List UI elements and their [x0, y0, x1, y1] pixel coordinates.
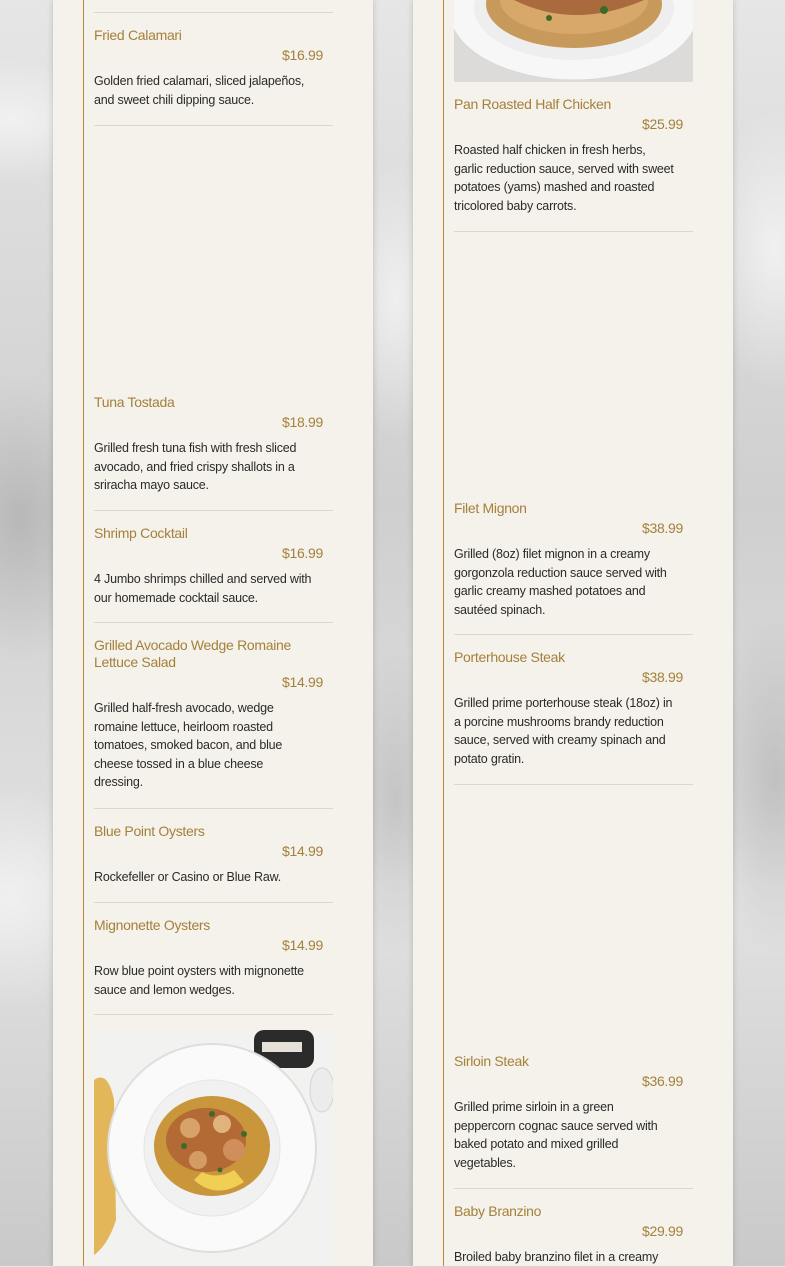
item-price: $36.99: [641, 1073, 683, 1089]
item-description: Golden fried calamari, sliced jalapeños, and sweet chili dipping sauce.: [94, 74, 305, 107]
item-description: Grilled prime sirloin in a green peppercorn cognac sauce served with baked potato and mixed grilled vegetables.: [454, 1100, 658, 1170]
item-description: Grilled (8oz) filet mignon in a creamy gorgonzola reduction sauce served with garlic creamy mashed potatoes and sautéed spinach.: [454, 547, 667, 617]
item-name: Fried Calamari: [94, 27, 182, 43]
menu-item-baby-branzino[interactable]: [454, 1203, 693, 1267]
item-divider: [454, 634, 693, 635]
item-name: Tuna Tostada: [94, 394, 175, 410]
dish-photo: [94, 1030, 333, 1266]
item-name: Baby Branzino: [454, 1203, 542, 1219]
item-divider: [94, 12, 333, 13]
item-price: $14.99: [281, 937, 323, 953]
dish-photo: [454, 0, 693, 82]
dish-photo-illustration: [94, 1030, 333, 1266]
item-divider: [454, 231, 693, 232]
item-price: $16.99: [281, 545, 323, 561]
item-description: Grilled fresh tuna fish with fresh sliced avocado, and fried crispy shallots in a sriracha mayo sauce.: [94, 441, 297, 493]
dish-photo-illustration: [454, 0, 693, 82]
item-name: Pan Roasted Half Chicken: [454, 96, 611, 112]
item-description: Rockefeller or Casino or Blue Raw.: [94, 870, 282, 884]
item-divider: [94, 902, 333, 903]
menu-item-shrimp-cocktail[interactable]: [94, 525, 333, 607]
menu-panel-left: [53, 0, 373, 1266]
menu-item-pan-roasted-chicken[interactable]: [454, 96, 693, 215]
menu-item-mignonette-oysters[interactable]: [94, 917, 333, 999]
panel-rule: [83, 0, 84, 1266]
item-description: Roasted half chicken in fresh herbs, garlic reduction sauce, served with sweet potatoes (yams) mashed and roasted tricolored baby carrots.: [454, 143, 674, 213]
item-name: Mignonette Oysters: [94, 917, 210, 933]
menu-item-porterhouse-steak[interactable]: [454, 649, 693, 768]
item-divider: [94, 622, 333, 623]
item-price: $14.99: [281, 674, 323, 690]
item-price: $16.99: [281, 47, 323, 63]
item-price: $25.99: [641, 116, 683, 132]
item-price: $29.99: [641, 1223, 683, 1239]
item-description: Grilled prime porterhouse steak (18oz) in a porcine mushrooms brandy reduction sauce, served with creamy spinach and potato gratin.: [454, 696, 673, 766]
item-price: $14.99: [281, 843, 323, 859]
item-description: Grilled half-fresh avocado, wedge romaine lettuce, heirloom roasted tomatoes, smoked bacon, and blue cheese tossed in a blue cheese dressing.: [94, 701, 283, 790]
item-price: $38.99: [641, 669, 683, 685]
item-divider: [94, 510, 333, 511]
item-description: Broiled baby branzino filet in a creamy: [454, 1250, 659, 1264]
item-name: Sirloin Steak: [454, 1053, 529, 1069]
item-price: $38.99: [641, 520, 683, 536]
item-divider: [94, 808, 333, 809]
menu-item-blue-point-oysters[interactable]: [94, 823, 333, 887]
item-divider: [94, 1014, 333, 1015]
menu-item-sirloin-steak[interactable]: [454, 1053, 693, 1172]
item-name: Filet Mignon: [454, 500, 527, 516]
menu-panel-right: [413, 0, 733, 1266]
menu-item-filet-mignon[interactable]: [454, 500, 693, 619]
item-description: 4 Jumbo shrimps chilled and served with our homemade cocktail sauce.: [94, 572, 312, 605]
item-price: $18.99: [281, 414, 323, 430]
menu-item-fried-calamari[interactable]: [94, 27, 333, 109]
menu-item-tuna-tostada[interactable]: [94, 394, 333, 495]
item-name: Shrimp Cocktail: [94, 525, 188, 541]
item-description: Row blue point oysters with mignonette sauce and lemon wedges.: [94, 964, 304, 997]
item-name: Porterhouse Steak: [454, 649, 565, 665]
item-divider: [454, 1188, 693, 1189]
item-divider: [94, 125, 333, 126]
panel-rule: [443, 0, 444, 1266]
menu-item-avocado-wedge-salad[interactable]: [94, 637, 333, 792]
item-name: Blue Point Oysters: [94, 823, 205, 839]
item-divider: [454, 784, 693, 785]
item-name: Grilled Avocado Wedge Romaine Lettuce Salad: [94, 637, 292, 670]
